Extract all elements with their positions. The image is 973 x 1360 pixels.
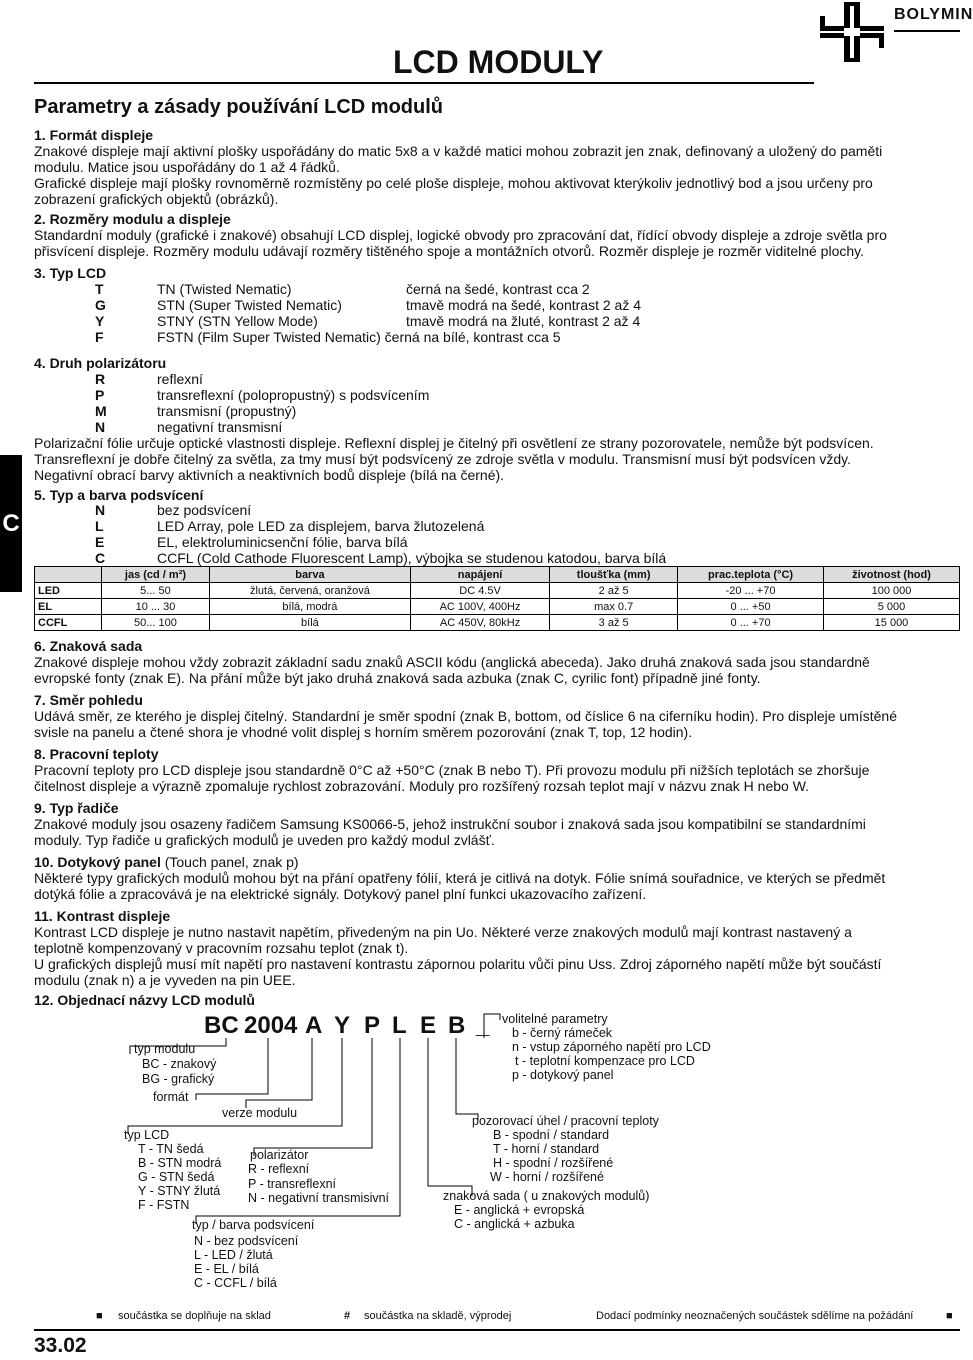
category-tab: C	[0, 455, 22, 592]
diagram-label: BC - znakový	[142, 1057, 217, 1071]
section-4-text: Transreflexní je dobře čitelný za světla, za tmy musí být podsvícený ze zdroje světla v modulu. Transmisní musí být podsvícen vždy.	[34, 451, 852, 467]
table-cell: AC 100V, 400Hz	[410, 599, 549, 615]
table-cell: bílá	[209, 615, 410, 631]
list-item-name: negativní transmisní	[157, 419, 283, 435]
section-9-title: 9. Typ řadiče	[34, 800, 119, 816]
diagram-label: b - černý rámeček	[512, 1026, 613, 1040]
section-6-text: evropské fonty (znak E). Na přání může být jako druhá znaková sada azbuka (znak C, cyrilic font) případně jiné fonty.	[34, 670, 761, 686]
diagram-label: formát	[153, 1090, 189, 1104]
list-item-code: F	[95, 329, 104, 345]
list-item-code: C	[95, 550, 106, 566]
list-item-name: FSTN (Film Super Twisted Nematic) černá na bílé, kontrast cca 5	[157, 329, 561, 345]
diagram-label: verze modulu	[222, 1106, 298, 1120]
diagram-label: znaková sada ( u znakových modulů)	[443, 1189, 650, 1203]
list-item-name: CCFL (Cold Cathode Fluorescent Lamp), výbojka se studenou katodou, barva bílá	[157, 550, 667, 566]
footer-legend-stock: součástka se doplňuje na sklad	[118, 1310, 271, 1322]
section-10-title: 10. Dotykový panel	[34, 854, 161, 870]
table-cell: 5 000	[823, 599, 959, 615]
list-item-code: P	[95, 387, 105, 403]
list-item-name: transreflexní (polopropustný) s podsvícením	[157, 387, 430, 403]
section-4-text: Negativní obrací barvy aktivních a neaktivních bodů displeje (bílá na černé).	[34, 467, 505, 483]
section-3-title: 3. Typ LCD	[34, 265, 107, 281]
section-7-text: Udává směr, ze kterého je displej čitelný. Standardní je směr spodní (znak B, bottom, od číslice 6 na ciferníku hodin). Pro displeje umístěné	[34, 708, 897, 724]
page-number: 33.02	[34, 1334, 87, 1357]
list-item-code: Y	[95, 313, 105, 329]
page-heading: Parametry a zásady používání LCD modulů	[34, 96, 443, 118]
diagram-label: p - dotykový panel	[512, 1068, 614, 1082]
diagram-label: typ LCD	[124, 1128, 170, 1142]
diagram-label: P - transreflexní	[248, 1177, 337, 1191]
diagram-label: C - anglická + azbuka	[454, 1217, 575, 1231]
section-4-title: 4. Druh polarizátoru	[34, 355, 167, 371]
table-cell: max 0.7	[550, 599, 678, 615]
table-cell: EL	[35, 599, 102, 615]
section-10-text: Některé typy grafických modulů mohou být na přání opatřeny fólií, která je citlivá na dotyk. Fólie snímá souřadnice, ve kterých se předmět	[34, 870, 886, 886]
list-item-desc: tmavě modrá na žluté, kontrast 2 až 4	[406, 313, 641, 329]
table-cell: AC 450V, 80kHz	[410, 615, 549, 631]
code-part-version: A	[305, 1012, 323, 1039]
diagram-label: N - negativní transmisivní	[248, 1191, 390, 1205]
section-1-text: Grafické displeje mají plošky rovnoměrně rozmístěny po celé ploše displeje, mohou aktivovat kterýkoliv jednotlivý bod a jsou určeny pro	[34, 175, 873, 191]
diagram-label: W - horní / rozšířené	[490, 1170, 604, 1184]
diagram-label: F - FSTN	[138, 1198, 190, 1212]
section-1-text: Znakové displeje mají aktivní plošky uspořádány do matic 5x8 a v každé matici mohou zobrazit jen znak, definovaný a uložený do paměti	[34, 143, 883, 159]
footer-delivery-note: Dodací podmínky neoznačených součástek sdělíme na požádání	[596, 1310, 914, 1322]
table-cell: 100 000	[823, 583, 959, 599]
footer-legend-stock-mark: ■	[96, 1310, 103, 1322]
diagram-label: pozorovací úhel / pracovní teploty	[472, 1114, 659, 1128]
list-item-name: EL, elektroluminicsenční fólie, barva bílá	[157, 534, 408, 550]
list-item-name: STNY (STN Yellow Mode)	[157, 313, 318, 329]
table-cell: 10 ... 30	[102, 599, 210, 615]
diagram-label: n - vstup záporného napětí pro LCD	[512, 1040, 711, 1054]
section-11-title: 11. Kontrast displeje	[34, 908, 171, 924]
list-item-name: LED Array, pole LED za displejem, barva žlutozelená	[157, 518, 485, 534]
code-part-lcd: Y	[334, 1012, 351, 1039]
table-cell: 0 ... +70	[678, 615, 824, 631]
diagram-label: L - LED / žlutá	[194, 1248, 273, 1262]
section-11-text: U grafických displejů musí mít napětí pro nastavení kontrastu zápornou polaritu vůči pinu Uss. Zdroj záporného napětí může být součástí	[34, 956, 882, 972]
diagram-label: T - horní / standard	[493, 1142, 600, 1156]
list-item-code: M	[95, 403, 107, 419]
list-item-name: reflexní	[157, 371, 203, 387]
list-item-code: N	[95, 502, 106, 518]
list-item-code: L	[95, 518, 104, 534]
section-2-text: Standardní moduly (grafické i znakové) obsahují LCD displej, logické obvody pro zpracování dat, řídící obvody displeje a zdroje světla pro	[34, 227, 887, 243]
page-title: LCD MODULY	[393, 44, 604, 80]
section-7-text: svisle na panelu a čtené shora je vhodné volit displej s horním směrem pozorování (znak T, top, 12 hodin).	[34, 724, 693, 740]
list-item-code: G	[95, 297, 106, 313]
diagram-label: N - bez podsvícení	[194, 1234, 299, 1248]
section-8-title: 8. Pracovní teploty	[34, 746, 159, 762]
section-10-title-suffix: (Touch panel, znak p)	[160, 854, 299, 870]
list-item-code: R	[95, 371, 106, 387]
diagram-label: B - spodní / standard	[493, 1128, 610, 1142]
diagram-label: R - reflexní	[248, 1162, 310, 1176]
table-cell: 0 ... +50	[678, 599, 824, 615]
table-cell: 3 až 5	[550, 615, 678, 631]
section-9-text: Znakové moduly jsou osazeny řadičem Samsung KS0066-5, jehož instrukční soubor i znaková sada jsou kompatibilní se standardními	[34, 816, 866, 832]
section-5-title: 5. Typ a barva podsvícení	[34, 487, 204, 503]
table-cell: DC 4.5V	[410, 583, 549, 599]
table-cell: LED	[35, 583, 102, 599]
list-item-code: T	[95, 281, 104, 297]
diagram-label: E - anglická + evropská	[454, 1203, 585, 1217]
table-cell: 50... 100	[102, 615, 210, 631]
diagram-label: BG - grafický	[142, 1072, 215, 1086]
section-1-title: 1. Formát displeje	[34, 127, 154, 143]
table-header: tloušťka (mm)	[550, 567, 678, 583]
table-cell: 5... 50	[102, 583, 210, 599]
table-header: barva	[209, 567, 410, 583]
table-cell: bílá, modrá	[209, 599, 410, 615]
brand-name: BOLYMIN	[894, 6, 973, 23]
code-part-format: 2004	[244, 1012, 298, 1039]
diagram-label: typ modulu	[134, 1042, 196, 1056]
list-item-name: STN (Super Twisted Nematic)	[157, 297, 342, 313]
table-cell: 2 až 5	[550, 583, 678, 599]
section-11-text: Kontrast LCD displeje je nutno nastavit napětím, přivedeným na pin Uo. Některé verze znakových modulů mají kontrast nastavený a	[34, 924, 852, 940]
section-6-title: 6. Znaková sada	[34, 638, 143, 654]
section-4-text: Polarizační fólie určuje optické vlastnosti displeje. Reflexní displej je čitelný při osvětlení ze strany pozorovatele, nemůže být podsvícen.	[34, 435, 874, 451]
diagram-label: Y - STNY žlutá	[138, 1184, 221, 1198]
code-part-type: BC	[204, 1012, 239, 1039]
table-header: životnost (hod)	[823, 567, 959, 583]
section-8-text: čitelnost displeje a výrazně zpomaluje rychlost zobrazování. Moduly pro rozšířený rozsah teplot mají v názvu znak H nebo W.	[34, 778, 810, 794]
section-2-title: 2. Rozměry modulu a displeje	[34, 211, 231, 227]
code-part-view: B	[448, 1012, 466, 1039]
footer-delivery-mark: ■	[946, 1310, 953, 1322]
diagram-label: volitelné parametry	[502, 1012, 608, 1026]
diagram-label: C - CCFL / bílá	[194, 1276, 277, 1290]
table-cell: CCFL	[35, 615, 102, 631]
list-item-name: transmisní (propustný)	[157, 403, 297, 419]
section-12-title: 12. Objednací názvy LCD modulů	[34, 992, 255, 1008]
code-part-options: _	[476, 1012, 490, 1039]
section-9-text: moduly. Typ řadiče u grafických modulů je uveden pro každý modul zvlášť.	[34, 832, 495, 848]
list-item-name: bez podsvícení	[157, 502, 252, 518]
diagram-label: G - STN šedá	[138, 1170, 215, 1184]
table-cell: 15 000	[823, 615, 959, 631]
list-item-code: N	[95, 419, 106, 435]
diagram-label: t - teplotní kompenzace pro LCD	[515, 1054, 695, 1068]
section-11-text: modulu (znak n) a je vyveden na pin UEE.	[34, 972, 296, 988]
list-item-desc: černá na šedé, kontrast cca 2	[406, 281, 590, 297]
table-header: jas (cd / m²)	[102, 567, 210, 583]
section-7-title: 7. Směr pohledu	[34, 692, 143, 708]
diagram-label: polarizátor	[250, 1148, 309, 1162]
table-header: napájení	[410, 567, 549, 583]
list-item-name: TN (Twisted Nematic)	[157, 281, 292, 297]
table-cell: žlutá, červená, oranžová	[209, 583, 410, 599]
section-1-text: zobrazení grafických objektů (obrázků).	[34, 191, 279, 207]
list-item-desc: tmavě modrá na šedé, kontrast 2 až 4	[406, 297, 642, 313]
code-part-polarizer: P	[364, 1012, 381, 1039]
section-2-text: přisvícení displeje. Rozměry modulu udávají rozměry tištěného spoje a montážních otvorů. Rozměr displeje je rozměr viditelné plochy.	[34, 243, 865, 259]
section-10-text: dotýká fólie a zpracovává je na elektrické signály. Dotykový panel plní funkci ukazovacího zařízení.	[34, 886, 647, 902]
table-cell: -20 ... +70	[678, 583, 824, 599]
diagram-label: T - TN šedá	[138, 1142, 204, 1156]
section-1-text: modulu. Matice jsou uspořádány do 1 až 4 řádků.	[34, 159, 340, 175]
diagram-label: E - EL / bílá	[194, 1262, 259, 1276]
section-6-text: Znakové displeje mohou vždy zobrazit základní sadu znaků ASCII kódu (anglická abeceda). Jako druhá znaková sada jsou standardně	[34, 654, 870, 670]
table-header: prac.teplota (°C)	[678, 567, 824, 583]
list-item-code: E	[95, 534, 105, 550]
diagram-label: H - spodní / rozšířené	[493, 1156, 614, 1170]
diagram-label: typ / barva podsvícení	[192, 1218, 315, 1232]
footer-legend-sale-mark: #	[344, 1310, 351, 1322]
section-11-text: teplotně kompenzovaný v pracovním rozsahu teplot (znak t).	[34, 940, 409, 956]
diagram-label: B - STN modrá	[138, 1156, 222, 1170]
code-part-backlight: L	[392, 1012, 407, 1039]
footer-legend-sale: součástka na skladě, výprodej	[364, 1310, 512, 1322]
section-8-text: Pracovní teploty pro LCD displeje jsou standardně 0°C až +50°C (znak B nebo T). Při provozu modulu při nižších teplotách se zhoršuje	[34, 762, 870, 778]
footer-rule	[34, 1329, 960, 1331]
code-part-charset: E	[420, 1012, 437, 1039]
